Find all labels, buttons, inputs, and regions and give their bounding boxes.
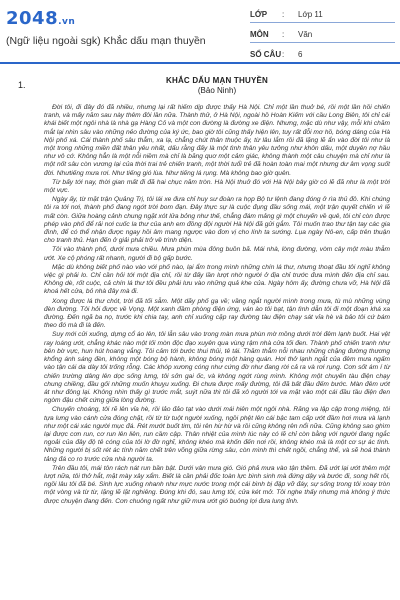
passage-body <box>44 104 390 507</box>
meta-subject-row <box>250 26 395 43</box>
work-author: (Bảo Ninh) <box>197 86 237 95</box>
document-title: (Ngữ liệu ngoài sgk) Khắc dấu mạn thuyền <box>6 35 206 47</box>
paragraph: Xong được lá thư chót, trời đã tối sẫm. Một dãy phố gạ về; vầng ngắt người mình trong mưa, tù mù những vùng đèn đường. Tôi hỏi được về Vọng. Một xanh đầm phòng điện ứng, ván ào tôi bạt, tận tình dẫn tôi đi một đoạn khá xa đường. Đến ngã ba nọ, trước khi chia tay, anh chỉ xuống cặp ray đường tàu điện chạy sát vỉa hè và bảo tôi cứ bám theo đó mà đi là đến. <box>44 297 390 330</box>
meta-subject-label: MÔN <box>250 29 269 39</box>
paragraph: Từ bấy tới nay, thời gian mất đi đã hai chục năm tròn. Hà Nội thuở đó với Hà Nội bây giờ có lẽ đã như là một trời một vực. <box>44 178 390 195</box>
paragraph: Suy mới cửi xuống, dựng cổ áo lên, tôi lẫn sâu vào trong màn mưa phùn mờ mồng dưới trời đêm lạnh buốt. Hai vệt ray loáng ướt, chẳng khác nào một lối mòn độc đạo xuyên qua vùng rậm nhà cửa tối đen. Thành phố chiến tranh như bên bờ vực, hun hút hoang vắng. Tôi cảm tới bước thui thủi, tê tái. Thăm thẳm nỗi nhau những chặng đường thương khổng ánh sáng đèn, không một bóng bộ hành, không bóng một hàng quán. Hơi thở lạnh ngắt của đêm mưa ngấm vào tận cái da dày tôi trống rỗng. Các khóp xương cóng như cứng đờ như đang rời cả ra và rơi rụng. Cơn sốt ám í từ chiến trường dâng lên dọc sống lưng, tôi sởn gai ốc, và không ngớt rùng mình. Không một chuyến tàu điện chạy chung chiềng, đầu gối những muốn khuỵu xuống. Đi chưa được mấy đường, tôi đã bất đầu đếm bước. Màn đêm ướt át như đông lại. Không nhìn thấy gì trước mắt, suýt nữa thì tôi đã xô người tới va mặt vào một cái đầu tầu điện đen ngòm đậu chết cứng giữa lòng đường. <box>44 331 390 405</box>
paragraph: Ngày ấy, từ mặt trận Quảng Trị, tôi lái xe đưa chỉ huy sư đoàn ra họp Bộ tư lệnh đang đóng ở rìa thủ đô. Khi chúng tôi ra tới nơi, thành phố đang ngớt trời bom đạn. Đây thực sự là cuộc đụng đầu sống mái, một trận quyết chiến vì lẽ mất còn. Giữa hoàng cảnh chung ngặt xót lửa bỏng như thế, chẳng đám mảng gì một chuyến về quê, tôi chỉ còn được phép vào phố để rải nơi cuốc la thư của anh em đồng đội người Hà Nội đã gửi gắm. Tôi muốn trao thư tận tay các gia đình, để có thể nhận được ngay hồi âm mang ngược vào đơn vị cho lính ta sướng. Lụa ngày Nô-en, cấp trên thuận cho tranh thủ. Hạn đến ở giải phải trở về trình diện. <box>44 196 390 245</box>
document-meta <box>250 6 395 66</box>
question-number: 1. <box>18 80 26 90</box>
meta-count-value: 6 <box>298 49 303 59</box>
meta-separator: : <box>282 29 285 39</box>
work-heading <box>44 76 390 95</box>
meta-separator: : <box>282 49 285 59</box>
meta-class-row <box>250 6 395 23</box>
paragraph: Trên đầu tôi, mái tôn rách nát run bần bật. Dưới vân mưa gió. Gió phả mưa vào tận thềm. Đã ướt lại ướt thêm một lượt nữa, tôi thở hắt, mặt mày xây xẩm. Biết là cần phải đốc toàn lực bình sinh mà đứng dậy và bước đi, song hết rồi, ngồi lâu tôi đã bé. Sinh lực xuống nhanh như mực nước trong một cái bình bị đập vỡ đáy, sự sống trong tôi xoay tròn một vòng và từ từ, lặng lẽ lặt nghiêng. Đúng khi đó, sau lưng tôi, cửa két mở. Tôi nghe thấy nhưng mà không ý thức được chuyện đang đến. Cơn chuông ngất như giữ mưa ướt gió buông lợi đưa lung tỉnh. <box>44 464 390 505</box>
brand-tld: .vn <box>58 17 76 27</box>
meta-class-label: LỚP <box>250 9 268 19</box>
document-content <box>0 64 400 600</box>
meta-count-label: SỐ CÂU <box>250 49 282 59</box>
meta-separator: : <box>282 9 285 19</box>
paragraph: Đời tôi, đi đây đó đã nhiều, nhưng lại rất hiếm dịp được thấy Hà Nội. Chỉ một lần thuở bé, rồi một lần hồi chiến tranh, và mấy năm sau này thêm đôi lần nữa. Thành thử, ở Hà Nội, ngoài hồ Hoàn Kiếm với cầu Long Biên, tôi chỉ cái khái biết một ngôi nhà là nhà gạ Hàng Cỏ và một con đường là đường xe điện. Nhưng, mặc dù như vậy, mỗi khi chăm mắt lại nhìn sâu vào những nẻo đường của ký ức, bao giờ tôi cũng thấy hiện lên, tuy rất đỗi mơ hồ, bóng dáng của Hà Nội phố xá. Cái thành phố sâu thẳm, xa lạ, chẳng chút thân thuộc ấy, từ lâu lắm rồi đã lặng lẽ ẩn vào đời tôi như là một trong những miền đất thân yêu nhất, dấu rằng đấy là một tình thân yêu tưởng như khôn dấu, một duyên nợ hầu như vô cớ. Không hẳn là một nỗi niềm mà chỉ là băng quơ một cảm giác, không thành một câu chuyện mà chỉ như là một nốt sâu còn vương lại của thời trai trẻ chiến tranh, một thời tuổi trẻ đã hoàn toàn mai một nhưng dư âm vọng suốt đời. Nhưtiếng mưa rơi. Như tiếng gió lùa. Như tiếng lá rụng. Mà không bao giờ quên. <box>44 104 390 177</box>
meta-count-row <box>250 46 395 63</box>
meta-subject-value: Văn <box>298 29 313 39</box>
site-logo[interactable] <box>6 8 75 29</box>
work-title: KHẮC DẤU MẠN THUYỀN <box>165 76 269 85</box>
paragraph: Tôi vào thành phố, dưới mưa chiều. Mưa phùn mùa đông buồn bã. Mái nhà, lòng đường, vòm cây một màu thẫm ướt. Xe cộ phóng rất nhanh, người đi bộ gấp bước. <box>44 246 390 262</box>
brand-name: 2048 <box>6 8 59 29</box>
paragraph: Mặc dù không biết phố nào vào với phố nào, lại ẩm trong mình những chín lá thư, nhưng thoạt đầu tôi nghĩ không việc gì phải lo. Chỉ cần hỏi tới một địa chỉ, rồi từ đấy lần lượt nhờ người ở địa chỉ trước đưa mình đến địa chỉ sau. Không dè, rốt cuộc, cả chín lá thư tôi đều phải lưu vào những quả khe của. Ngày hôm ấy, đường chưa vỡ, Hà Nội đã khoá hết cửa, bỏ nhà đây mà đi. <box>44 263 390 296</box>
paragraph: Chuyến choáng, tôi rẽ lên vỉa hè, rồi lảo đảo tạt vào dưới mái hiên một ngôi nhà. Răng va lập cập trong miệng, tôi tựa lưng vào cánh cửa đóng chặt, rồi từ từ tuột người xuống, ngồi phệt lên cái bậc tam cấp ướt đầm hơi mưa và lạnh như một cái xác người mục đá. Rét mướt buốt tim, tôi rên hừ hừ và rồi cũng không rên nổi nữa. Cũng không sao ghìm lại được cơn run, cơ run lên liên, run cầm cập. Thân nhiệt của mình lúc này có lẽ chỉ còn bằng với người đang ngắc ngoải của đây độ tê cóng của tôi lờ đờ nghĩ, không khéo mà khốn đến nơi rồi, không khéo mà là một cơ sự ác tình. Những người bị sốt rét ác tính năm chết trên võng giữa rừng sâu, còn mình thì chết ngồi, chẳng thể, và sẽ hoá thành tảng đá co ro trước cửa nhà người ta. <box>44 406 390 463</box>
page-header <box>0 0 400 64</box>
meta-class-value: Lớp 11 <box>298 9 323 19</box>
